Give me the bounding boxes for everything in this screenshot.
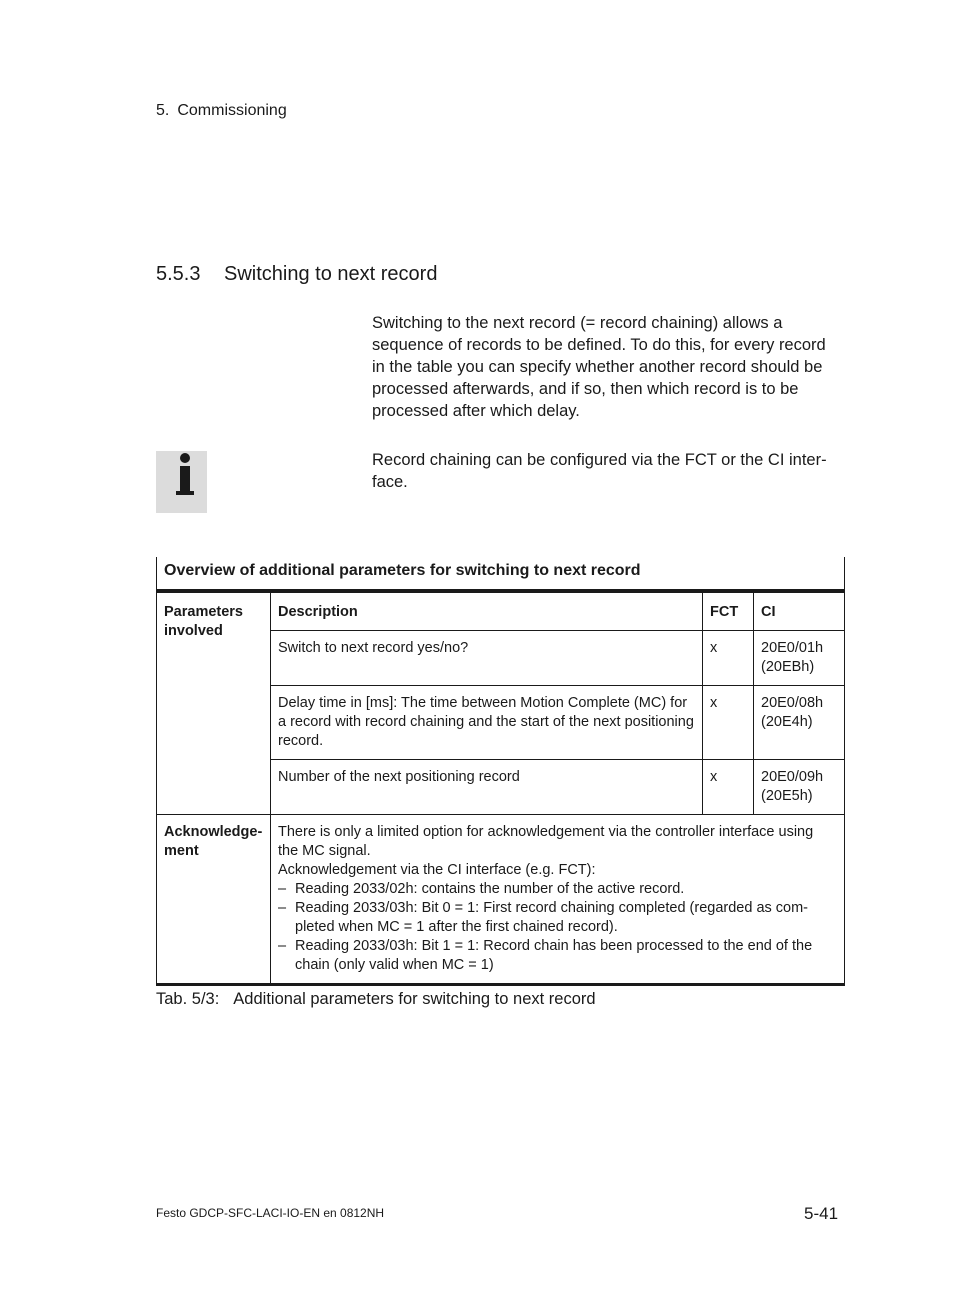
cell-fct: x [703, 631, 754, 686]
ack-line-2: Acknowledgement via the CI interface (e.g. FCT): [278, 862, 596, 878]
footer-document-id: Festo GDCP-SFC-LACI-IO-EN en 0812NH [156, 1206, 385, 1220]
header-description: Description [271, 591, 703, 631]
cell-description: Delay time in [ms]: The time between Motion Complete (MC) for a record with record chaining and the start of the next positioning record. [271, 686, 703, 760]
cell-fct: x [703, 686, 754, 760]
info-note-text: Record chaining can be configured via the FCT or the CI inter-face. [372, 451, 827, 491]
ack-line-1: There is only a limited option for acknowledgement via the controller interface using the MC signal. [278, 824, 814, 859]
list-item: – Reading 2033/03h: Bit 1 = 1: Record chain has been processed to the end of the chain (only valid when MC = 1) [278, 937, 837, 975]
cell-ci: 20E0/09h (20E5h) [754, 760, 845, 815]
ack-list [278, 880, 837, 975]
section-title: Switching to next record [224, 263, 438, 285]
acknowledgement-cell [271, 815, 845, 985]
chapter-title: Commissioning [177, 102, 287, 119]
parameters-table [156, 557, 845, 986]
list-item: – Reading 2033/03h: Bit 0 = 1: First record chaining completed (regarded as com-pleted when MC = 1 after the first chained record). [278, 899, 837, 937]
section-heading [156, 263, 437, 286]
section-number: 5.5.3 [156, 263, 201, 285]
info-icon [156, 451, 207, 513]
row-label-parameters: Parameters involved [157, 591, 271, 815]
cell-ci: 20E0/08h (20E4h) [754, 686, 845, 760]
caption-text: Additional parameters for switching to next record [233, 990, 596, 1008]
running-header [156, 102, 287, 120]
page-number: 5-41 [804, 1204, 839, 1223]
cell-fct: x [703, 760, 754, 815]
caption-label: Tab. 5/3: [156, 990, 220, 1008]
cell-ci: 20E0/01h (20EBh) [754, 631, 845, 686]
table-caption [156, 990, 596, 1009]
table-title: Overview of additional parameters for switching to next record [157, 557, 845, 591]
cell-description: Switch to next record yes/no? [271, 631, 703, 686]
cell-description: Number of the next positioning record [271, 760, 703, 815]
header-ci: CI [754, 591, 845, 631]
row-label-acknowledgement: Acknowledge-ment [157, 815, 271, 985]
header-fct: FCT [703, 591, 754, 631]
list-item: – Reading 2033/02h: contains the number of the active record. [278, 880, 837, 899]
intro-paragraph: Switching to the next record (= record chaining) allows a sequence of records to be defined. To do this, for every record in the table you can specify whether another record should be processed afterwards, and if so, then which record is to be processed after which delay. [372, 314, 826, 420]
chapter-number: 5. [156, 102, 170, 119]
